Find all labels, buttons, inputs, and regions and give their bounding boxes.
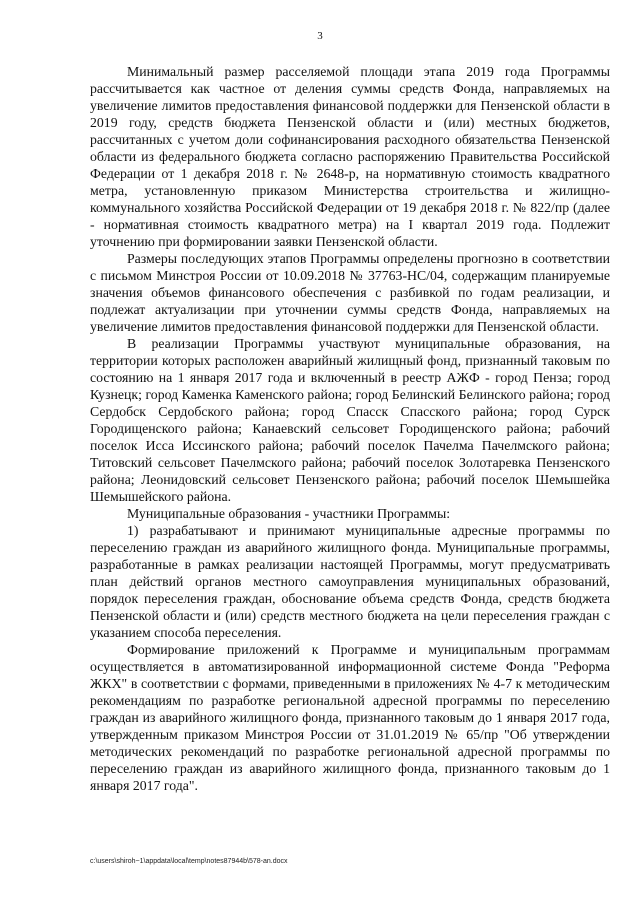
paragraph-appendices: Формирование приложений к Программе и муниципальным программам осуществляется в автоматизированной информационной системе Фонда "Реформа ЖКХ" в соответствии с формами, приведенными в приложениях № 4-7 к методическим рекомендациям по разработке региональной адресной программы по переселению граждан из аварийного жилищного фонда, признанного таковым до 1 января 2017 года, утвержденным приказом Минстроя России от 31.01.2019 № 65/пр "Об утверждении методических рекомендаций по разработке региональной адресной программы по переселению граждан из аварийного жилищного фонда, признанного таковым до 1 января 2017 года".: [90, 642, 610, 793]
page-number: 3: [317, 30, 323, 42]
paragraph-item-1: 1) разрабатывают и принимают муниципальные адресные программы по переселению граждан из аварийного жилищного фонда. Муниципальные программы, разработанные в рамках реализации настоящей Программы, могут предусматривать план действий органов местного самоуправления муниципальных образований, порядок переселения граждан, обоснование объема средств Фонда, средств бюджета Пензенской области и (или) средств местного бюджета на цели переселения граждан с указанием способа переселения.: [90, 523, 610, 640]
paragraph-municipal-heading: Муниципальные образования - участники Программы:: [127, 506, 451, 521]
document-body: [90, 63, 610, 794]
paragraph-minimal-area: Минимальный размер расселяемой площади этапа 2019 года Программы рассчитывается как частное от деления суммы средств Фонда, направляемых на увеличение лимитов предоставления финансовой поддержки для Пензенской области в 2019 году, средств бюджета Пензенской области и (или) местных бюджетов, рассчитанных с учетом доли софинансирования расходного обязательства Пензенской области из федерального бюджета согласно распоряжению Правительства Российской Федерации от 1 декабря 2018 г. № 2648-р, на нормативную стоимость квадратного метра, установленную приказом Министерства строительства и жилищно-коммунального хозяйства Российской Федерации от 19 декабря 2018 г. № 822/пр (далее - нормативная стоимость квадратного метра) на I квартал 2019 года. Подлежит уточнению при формировании заявки Пензенской области.: [90, 64, 610, 249]
paragraph-participants: В реализации Программы участвуют муниципальные образования, на территории которых расположен аварийный жилищный фонд, признанный таковым по состоянию на 1 января 2017 года и включенный в реестр АЖФ - город Пенза; город Кузнецк; город Каменка Каменского района; город Белинский Белинского района; город Сердобск Сердобского района; город Спасск Спасского района; город Сурск Городищенского района; Канаевский сельсовет Городищенского района; рабочий поселок Исса Иссинского района; рабочий поселок Пачелма Пачелмского района; Титовский сельсовет Пачелмского района; рабочий поселок Золотаревка Пензенского района; Леонидовский сельсовет Пензенского района; рабочий поселок Шемышейка Шемышейского района.: [90, 336, 610, 504]
file-path-footer: c:\users\shiroh~1\appdata\local\temp\notes87944b\578-an.docx: [90, 858, 288, 865]
paragraph-next-stages: Размеры последующих этапов Программы определены прогнозно в соответствии с письмом Минстроя России от 10.09.2018 № 37763-НС/04, содержащим планируемые значения объемов финансового обеспечения с разбивкой по годам реализации, и подлежат актуализации при уточнении суммы средств Фонда, направляемых на увеличение лимитов предоставления финансовой поддержки для Пензенской области.: [90, 251, 610, 334]
